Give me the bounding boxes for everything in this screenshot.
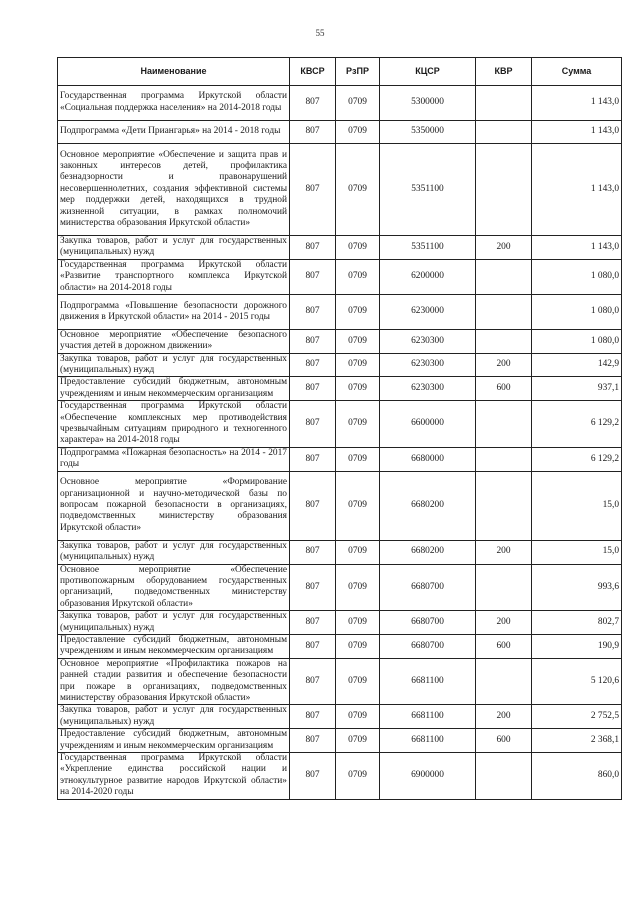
cell-kvsr: 807 <box>290 86 336 121</box>
cell-name: Основное мероприятие «Обеспечение противопожарным оборудованием государственных организаций, подведомственных министерству образования Иркутской области» <box>58 564 290 611</box>
cell-kcsr: 5350000 <box>380 120 476 143</box>
cell-kvr <box>476 471 532 540</box>
cell-name: Подпрограмма «Дети Приангарья» на 2014 - 2018 годы <box>58 120 290 143</box>
cell-kcsr: 6230300 <box>380 353 476 377</box>
cell-kvr <box>476 329 532 353</box>
cell-sum: 1 143,0 <box>532 120 622 143</box>
cell-kvr <box>476 144 532 236</box>
cell-name: Подпрограмма «Пожарная безопасность» на 2014 - 2017 годы <box>58 447 290 471</box>
table-body <box>58 86 622 800</box>
cell-name: Закупка товаров, работ и услуг для государственных (муниципальных) нужд <box>58 705 290 729</box>
cell-rzpr: 0709 <box>336 634 380 658</box>
table-row <box>58 144 622 236</box>
cell-kcsr: 5351100 <box>380 144 476 236</box>
cell-name: Предоставление субсидий бюджетным, автономным учреждениям и иным некоммерческим организациям <box>58 377 290 401</box>
cell-rzpr: 0709 <box>336 259 380 294</box>
table-row <box>58 295 622 330</box>
cell-kvsr: 807 <box>290 401 336 448</box>
cell-rzpr: 0709 <box>336 753 380 800</box>
cell-sum: 190,9 <box>532 634 622 658</box>
cell-kcsr: 6681100 <box>380 729 476 753</box>
header-rzpr: РзПР <box>336 58 380 86</box>
cell-sum: 15,0 <box>532 540 622 564</box>
table-row <box>58 235 622 259</box>
cell-kvsr: 807 <box>290 658 336 705</box>
table-row <box>58 86 622 121</box>
cell-kvr <box>476 120 532 143</box>
cell-kvsr: 807 <box>290 377 336 401</box>
cell-kcsr: 6680700 <box>380 564 476 611</box>
cell-kvr: 200 <box>476 235 532 259</box>
cell-kvr: 200 <box>476 611 532 635</box>
cell-rzpr: 0709 <box>336 471 380 540</box>
cell-kcsr: 6680700 <box>380 634 476 658</box>
cell-kcsr: 6680200 <box>380 471 476 540</box>
cell-sum: 993,6 <box>532 564 622 611</box>
table-row <box>58 471 622 540</box>
cell-kcsr: 6230300 <box>380 377 476 401</box>
table-row <box>58 447 622 471</box>
cell-name: Закупка товаров, работ и услуг для государственных (муниципальных) нужд <box>58 353 290 377</box>
cell-rzpr: 0709 <box>336 120 380 143</box>
cell-kvr <box>476 753 532 800</box>
header-kcsr: КЦСР <box>380 58 476 86</box>
table-row <box>58 329 622 353</box>
cell-rzpr: 0709 <box>336 564 380 611</box>
cell-kvr <box>476 658 532 705</box>
table-row <box>58 259 622 294</box>
cell-name: Предоставление субсидий бюджетным, автономным учреждениям и иным некоммерческим организациям <box>58 729 290 753</box>
cell-kvr <box>476 295 532 330</box>
cell-rzpr: 0709 <box>336 540 380 564</box>
cell-kvsr: 807 <box>290 447 336 471</box>
cell-rzpr: 0709 <box>336 353 380 377</box>
cell-name: Подпрограмма «Повышение безопасности дорожного движения в Иркутской области» на 2014 - 2015 годы <box>58 295 290 330</box>
cell-kvr <box>476 564 532 611</box>
header-row <box>58 58 622 86</box>
cell-kcsr: 6600000 <box>380 401 476 448</box>
cell-name: Основное мероприятие «Профилактика пожаров на ранней стадии развития и обеспечение безопасности при пожаре в организациях, подведомственных министерству образования Иркутской области» <box>58 658 290 705</box>
cell-kvr: 200 <box>476 705 532 729</box>
cell-kvsr: 807 <box>290 471 336 540</box>
table-row <box>58 658 622 705</box>
cell-sum: 2 752,5 <box>532 705 622 729</box>
cell-kvsr: 807 <box>290 540 336 564</box>
header-kvsr: КВСР <box>290 58 336 86</box>
header-name: Наименование <box>58 58 290 86</box>
cell-sum: 1 143,0 <box>532 235 622 259</box>
cell-kvsr: 807 <box>290 705 336 729</box>
cell-kvr: 600 <box>476 729 532 753</box>
cell-rzpr: 0709 <box>336 235 380 259</box>
cell-name: Государственная программа Иркутской области «Развитие транспортного комплекса Иркутской области» на 2014-2018 годы <box>58 259 290 294</box>
cell-kvr: 200 <box>476 353 532 377</box>
cell-kvr <box>476 447 532 471</box>
header-sum: Сумма <box>532 58 622 86</box>
cell-name: Закупка товаров, работ и услуг для государственных (муниципальных) нужд <box>58 540 290 564</box>
cell-kcsr: 6681100 <box>380 705 476 729</box>
cell-kcsr: 6200000 <box>380 259 476 294</box>
table-row <box>58 705 622 729</box>
cell-kvsr: 807 <box>290 120 336 143</box>
cell-rzpr: 0709 <box>336 86 380 121</box>
cell-name: Закупка товаров, работ и услуг для государственных (муниципальных) нужд <box>58 235 290 259</box>
cell-kcsr: 6680700 <box>380 611 476 635</box>
cell-kvr: 600 <box>476 377 532 401</box>
table-row <box>58 729 622 753</box>
cell-rzpr: 0709 <box>336 658 380 705</box>
cell-kcsr: 6230000 <box>380 295 476 330</box>
cell-kcsr: 6680200 <box>380 540 476 564</box>
page-number: 55 <box>315 28 325 38</box>
cell-kcsr: 6230300 <box>380 329 476 353</box>
budget-table <box>57 57 622 800</box>
table-row <box>58 564 622 611</box>
cell-sum: 1 080,0 <box>532 295 622 330</box>
table-row <box>58 540 622 564</box>
cell-rzpr: 0709 <box>336 144 380 236</box>
table-header <box>58 58 622 86</box>
cell-rzpr: 0709 <box>336 401 380 448</box>
cell-rzpr: 0709 <box>336 447 380 471</box>
cell-sum: 5 120,6 <box>532 658 622 705</box>
cell-sum: 937,1 <box>532 377 622 401</box>
cell-rzpr: 0709 <box>336 705 380 729</box>
table-row <box>58 401 622 448</box>
cell-kcsr: 5300000 <box>380 86 476 121</box>
cell-sum: 142,9 <box>532 353 622 377</box>
cell-name: Государственная программа Иркутской области «Социальная поддержка населения» на 2014-2018 годы <box>58 86 290 121</box>
table-row <box>58 753 622 800</box>
cell-kvsr: 807 <box>290 564 336 611</box>
cell-name: Предоставление субсидий бюджетным, автономным учреждениям и иным некоммерческим организациям <box>58 634 290 658</box>
cell-name: Государственная программа Иркутской области «Укрепление единства российской нации и этнокультурное развитие народов Иркутской области» на 2014-2020 годы <box>58 753 290 800</box>
cell-kvsr: 807 <box>290 753 336 800</box>
cell-sum: 2 368,1 <box>532 729 622 753</box>
cell-name: Государственная программа Иркутской области «Обеспечение комплексных мер противодействия чрезвычайным ситуациям природного и техногенного характера» на 2014-2018 годы <box>58 401 290 448</box>
cell-name: Основное мероприятие «Обеспечение безопасного участия детей в дорожном движении» <box>58 329 290 353</box>
cell-sum: 15,0 <box>532 471 622 540</box>
cell-kcsr: 6900000 <box>380 753 476 800</box>
cell-kvr: 600 <box>476 634 532 658</box>
cell-rzpr: 0709 <box>336 377 380 401</box>
cell-sum: 1 080,0 <box>532 329 622 353</box>
cell-kvsr: 807 <box>290 729 336 753</box>
table-row <box>58 353 622 377</box>
cell-sum: 1 143,0 <box>532 86 622 121</box>
cell-kvsr: 807 <box>290 295 336 330</box>
cell-kvr <box>476 259 532 294</box>
cell-sum: 1 143,0 <box>532 144 622 236</box>
cell-sum: 802,7 <box>532 611 622 635</box>
cell-sum: 1 080,0 <box>532 259 622 294</box>
cell-rzpr: 0709 <box>336 295 380 330</box>
cell-rzpr: 0709 <box>336 329 380 353</box>
cell-name: Основное мероприятие «Обеспечение и защита прав и законных интересов детей, профилактика безнадзорности и правонарушений несовершеннолетних, создания эффективной системы мер поддержки детей, находящихся в трудной жизненной ситуации, в рамках полномочий министерства образования Иркутской области» <box>58 144 290 236</box>
cell-rzpr: 0709 <box>336 729 380 753</box>
cell-kvsr: 807 <box>290 329 336 353</box>
table-row <box>58 120 622 143</box>
table-row <box>58 377 622 401</box>
cell-sum: 6 129,2 <box>532 401 622 448</box>
cell-sum: 6 129,2 <box>532 447 622 471</box>
table-row <box>58 634 622 658</box>
cell-kvsr: 807 <box>290 611 336 635</box>
cell-rzpr: 0709 <box>336 611 380 635</box>
cell-name: Закупка товаров, работ и услуг для государственных (муниципальных) нужд <box>58 611 290 635</box>
cell-kvr: 200 <box>476 540 532 564</box>
cell-kcsr: 6681100 <box>380 658 476 705</box>
cell-name: Основное мероприятие «Формирование организационной и научно-методической базы по вопросам пожарной безопасности в организациях, подведомственных министерству образования Иркутской области» <box>58 471 290 540</box>
cell-sum: 860,0 <box>532 753 622 800</box>
table-row <box>58 611 622 635</box>
cell-kcsr: 6680000 <box>380 447 476 471</box>
cell-kvr <box>476 86 532 121</box>
cell-kvsr: 807 <box>290 259 336 294</box>
cell-kvsr: 807 <box>290 235 336 259</box>
header-kvr: КВР <box>476 58 532 86</box>
cell-kvr <box>476 401 532 448</box>
cell-kvsr: 807 <box>290 634 336 658</box>
cell-kvsr: 807 <box>290 353 336 377</box>
cell-kcsr: 5351100 <box>380 235 476 259</box>
cell-kvsr: 807 <box>290 144 336 236</box>
